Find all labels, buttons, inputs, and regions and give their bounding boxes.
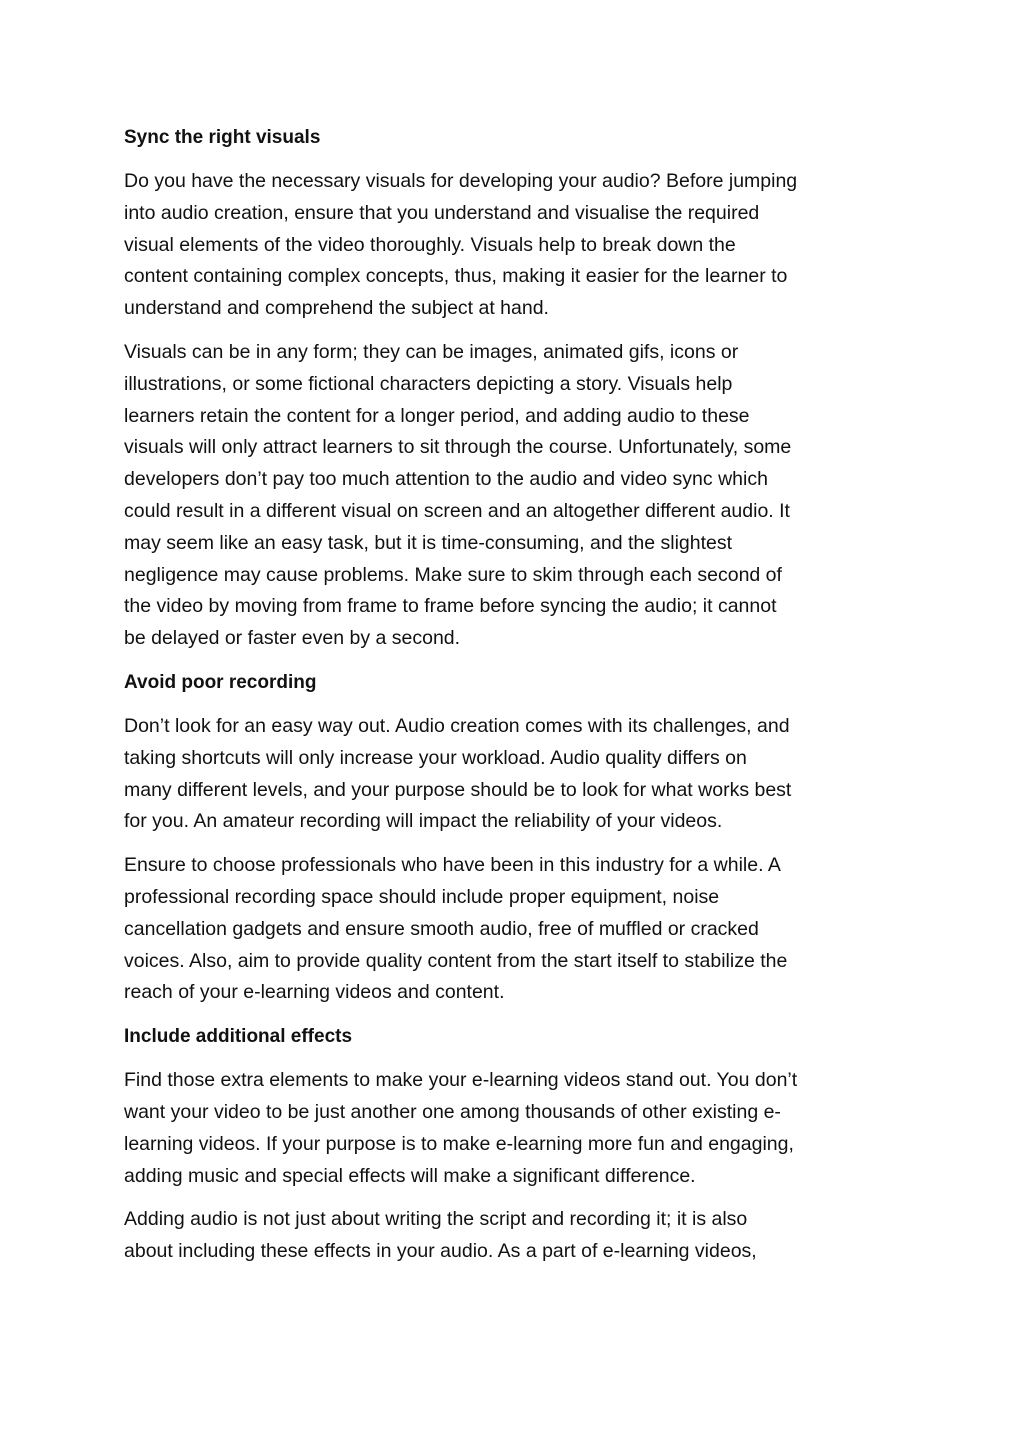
text-line: understand and comprehend the subject at hand.: [124, 297, 549, 320]
section-heading: Avoid poor recording: [124, 671, 317, 693]
section-include-additional-effects: [124, 1021, 894, 1268]
text-line: taking shortcuts will only increase your workload. Audio quality differs on: [124, 746, 747, 769]
text-line: for you. An amateur recording will impact the reliability of your videos.: [124, 810, 723, 833]
text-line: be delayed or faster even by a second.: [124, 627, 461, 650]
paragraph: [124, 166, 894, 325]
text-line: content containing complex concepts, thus, making it easier for the learner to: [124, 265, 788, 288]
document-page: [124, 122, 894, 1280]
section-avoid-poor-recording: [124, 667, 894, 1009]
paragraph: [124, 850, 894, 1009]
section-heading: Sync the right visuals: [124, 127, 321, 148]
text-line: may seem like an easy task, but it is time-consuming, and the slightest: [124, 531, 733, 554]
text-line: into audio creation, ensure that you understand and visualise the required: [124, 201, 760, 224]
text-line: reach of your e-learning videos and content.: [124, 981, 505, 1004]
text-line: visual elements of the video thoroughly. Visuals help to break down the: [124, 233, 736, 256]
text-line: learning videos. If your purpose is to make e-learning more fun and engaging,: [124, 1132, 794, 1155]
text-line: Find those extra elements to make your e-learning videos stand out. You don’t: [124, 1069, 798, 1092]
paragraph: [124, 711, 894, 838]
text-line: cancellation gadgets and ensure smooth audio, free of muffled or cracked: [124, 917, 759, 940]
text-line: the video by moving from frame to frame before syncing the audio; it cannot: [124, 595, 777, 618]
text-line: Visuals can be in any form; they can be images, animated gifs, icons or: [124, 340, 739, 363]
text-line: many different levels, and your purpose should be to look for what works best: [124, 778, 792, 801]
text-line: Do you have the necessary visuals for developing your audio? Before jumping: [124, 170, 798, 192]
paragraph: [124, 337, 894, 655]
text-line: Ensure to choose professionals who have been in this industry for a while. A: [124, 854, 781, 877]
text-line: Adding audio is not just about writing the script and recording it; it is also: [124, 1208, 748, 1231]
section-sync-visuals: [124, 122, 894, 655]
text-line: illustrations, or some fictional characters depicting a story. Visuals help: [124, 372, 733, 395]
section-heading: Include additional effects: [124, 1026, 353, 1048]
paragraph: [124, 1065, 894, 1192]
text-line: professional recording space should include proper equipment, noise: [124, 885, 720, 908]
text-line: developers don’t pay too much attention to the audio and video sync which: [124, 468, 768, 491]
text-line: negligence may cause problems. Make sure to skim through each second of: [124, 563, 782, 586]
text-line: adding music and special effects will make a significant difference.: [124, 1164, 696, 1187]
text-line: visuals will only attract learners to sit through the course. Unfortunately, some: [124, 436, 792, 459]
text-line: Don’t look for an easy way out. Audio creation comes with its challenges, and: [124, 714, 790, 737]
paragraph: [124, 1204, 894, 1268]
text-line: learners retain the content for a longer period, and adding audio to these: [124, 404, 750, 427]
text-line: about including these effects in your audio. As a part of e-learning videos,: [124, 1240, 757, 1263]
text-line: could result in a different visual on screen and an altogether different audio. It: [124, 499, 790, 522]
text-line: want your video to be just another one among thousands of other existing e-: [124, 1100, 781, 1123]
text-line: voices. Also, aim to provide quality content from the start itself to stabilize the: [124, 949, 788, 972]
